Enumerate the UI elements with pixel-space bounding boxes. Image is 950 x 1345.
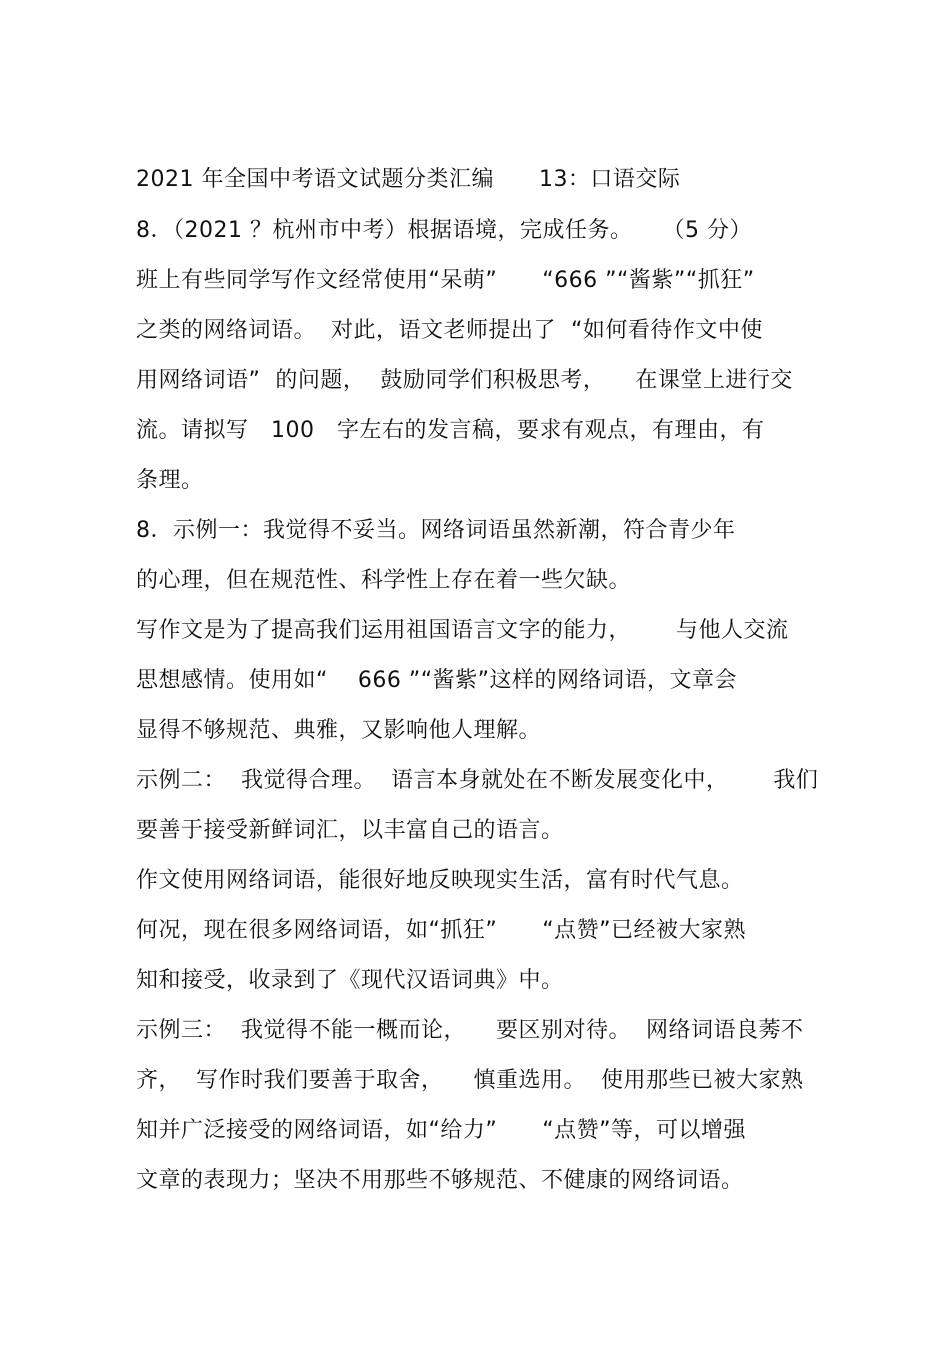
question-line-1: 8．（2021 ？杭州市中考）根据语境，完成任务。 （5 分） xyxy=(136,218,752,243)
answer-line-3: 写作文是为了提高我们运用祖国语言文字的能力， 与他人交流 xyxy=(136,618,789,643)
question-line-2: 班上有些同学写作文经常使用“呆萌” “666 ”“酱紫”“抓狂” xyxy=(136,268,755,293)
answer-line-13: 知并广泛接受的网络词语，如“给力” “点赞”等，可以增强 xyxy=(136,1118,747,1143)
answer-line-8: 作文使用网络词语，能很好地反映现实生活，富有时代气息。 xyxy=(136,868,744,893)
answer-line-14: 文章的表现力；坚决不用那些不够规范、不健康的网络词语。 xyxy=(136,1168,744,1193)
answer-line-4: 思想感情。使用如“ 666 ”“酱紫”这样的网络词语，文章会 xyxy=(136,668,738,693)
document-title: 2021 年全国中考语文试题分类汇编 13：口语交际 xyxy=(136,167,681,192)
question-line-4: 用网络词语” 的问题， 鼓励同学们积极思考， 在课堂上进行交 xyxy=(136,368,793,393)
answer-line-6: 示例二： 我觉得合理。 语言本身就处在不断发展变化中， 我们 xyxy=(136,768,819,793)
answer-line-7: 要善于接受新鲜词汇，以丰富自己的语言。 xyxy=(136,818,564,843)
answer-line-2: 的心理，但在规范性、科学性上存在着一些欠缺。 xyxy=(136,568,632,593)
question-line-6: 条理。 xyxy=(136,468,204,493)
answer-line-1: 8．示例一：我觉得不妥当。网络词语虽然新潮，符合青少年 xyxy=(136,518,736,543)
question-line-5: 流。请拟写 100 字左右的发言稿，要求有观点，有理由，有 xyxy=(136,418,765,443)
answer-line-11: 示例三： 我觉得不能一概而论， 要区别对待。 网络词语良莠不 xyxy=(136,1018,804,1043)
answer-line-10: 知和接受，收录到了《现代汉语词典》中。 xyxy=(136,968,564,993)
answer-line-5: 显得不够规范、典雅，又影响他人理解。 xyxy=(136,718,542,743)
answer-line-9: 何况，现在很多网络词语，如“抓狂” “点赞”已经被大家熟 xyxy=(136,918,747,943)
question-line-3: 之类的网络词语。 对此，语文老师提出了 “如何看待作文中使 xyxy=(136,318,763,343)
answer-line-12: 齐， 写作时我们要善于取舍， 慎重选用。 使用那些已被大家熟 xyxy=(136,1068,804,1093)
